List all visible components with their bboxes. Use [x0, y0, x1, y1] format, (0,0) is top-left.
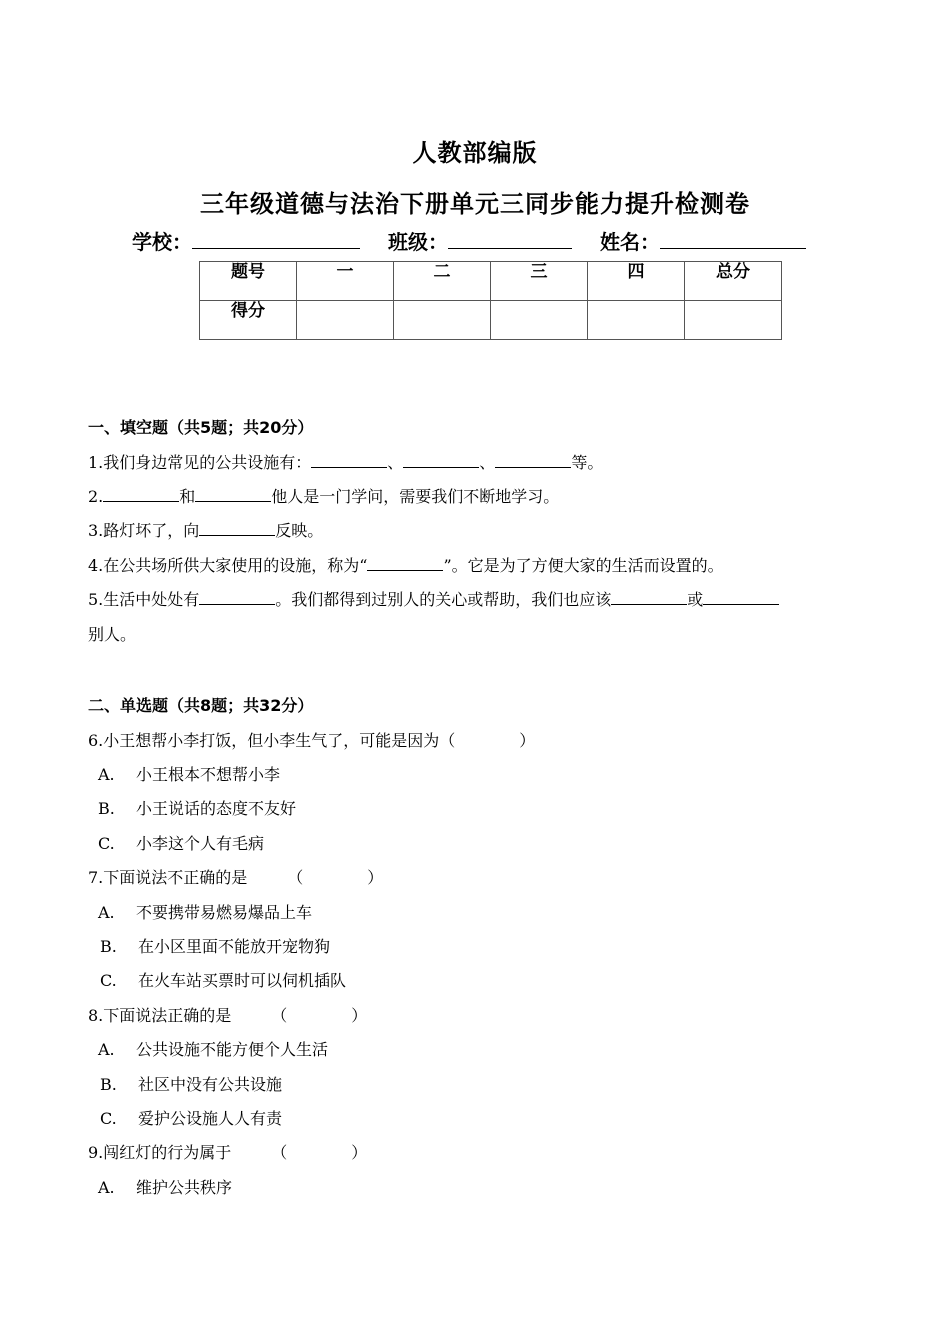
question-2 — [88, 484, 559, 507]
option-text: 维护公共秩序 — [136, 1178, 233, 1197]
question-text: 或 — [687, 590, 704, 609]
question-8-stem: 8.下面说法正确的是 （ ） — [88, 1006, 368, 1025]
question-5 — [88, 587, 779, 610]
question-5-continued: 别人。 — [88, 625, 137, 644]
option-8b[interactable] — [100, 1072, 282, 1095]
answer-blank[interactable] — [103, 487, 179, 502]
option-text: 在小区里面不能放开宠物狗 — [138, 937, 331, 956]
answer-blank[interactable] — [367, 556, 443, 571]
question-text: 5.生活中处处有 — [88, 590, 200, 609]
publisher-title: 人教部编版 — [412, 139, 538, 167]
question-text: 和 — [179, 487, 196, 506]
option-6b[interactable] — [98, 796, 296, 819]
name-input[interactable] — [660, 230, 806, 249]
option-text: 社区中没有公共设施 — [138, 1075, 283, 1094]
question-text: 他人是一门学问，需要我们不断地学习。 — [271, 487, 560, 506]
answer-blank[interactable] — [311, 453, 387, 468]
question-text: 、 — [387, 453, 404, 472]
class-input[interactable] — [448, 230, 572, 249]
score-cell[interactable] — [297, 301, 394, 340]
option-7c[interactable] — [100, 968, 346, 991]
question-9-stem: 9.闯红灯的行为属于 （ ） — [88, 1143, 368, 1162]
option-6a[interactable] — [98, 762, 280, 785]
question-text: 3.路灯坏了，向 — [88, 521, 200, 540]
name-field — [600, 226, 806, 255]
option-text: 爱护公设施人人有责 — [138, 1109, 283, 1128]
score-table-score-row — [200, 301, 782, 340]
question-6-stem: 6.小王想帮小李打饭，但小李生气了，可能是因为（ ） — [88, 731, 536, 750]
answer-blank[interactable] — [403, 453, 479, 468]
header-cell: 四 — [588, 262, 685, 301]
question-text: 4.在公共场所供大家使用的设施，称为“ — [88, 556, 368, 575]
school-input[interactable] — [192, 230, 360, 249]
answer-blank[interactable] — [703, 590, 779, 605]
score-cell[interactable] — [588, 301, 685, 340]
score-table — [199, 261, 782, 340]
option-letter: A. — [98, 1040, 115, 1059]
question-text: 2. — [88, 487, 104, 506]
option-letter: C. — [100, 1109, 117, 1128]
score-cell[interactable] — [491, 301, 588, 340]
header-cell: 总分 — [685, 262, 782, 301]
answer-blank[interactable] — [195, 487, 271, 502]
question-text: ”。它是为了方便大家的生活而设置的。 — [443, 556, 724, 575]
option-9a[interactable] — [98, 1175, 232, 1198]
school-field — [132, 226, 360, 255]
option-letter: B. — [100, 937, 117, 956]
score-cell[interactable] — [685, 301, 782, 340]
question-text: 、 — [479, 453, 496, 472]
score-cell[interactable] — [394, 301, 491, 340]
option-letter: A. — [98, 1178, 115, 1197]
exam-title: 三年级道德与法治下册单元三同步能力提升检测卷 — [200, 190, 750, 218]
score-label-cell: 得分 — [200, 301, 297, 340]
question-7-stem: 7.下面说法不正确的是 （ ） — [88, 868, 384, 887]
option-6c[interactable] — [98, 831, 264, 854]
question-text: 等。 — [571, 453, 604, 472]
question-1 — [88, 450, 603, 473]
option-letter: A. — [98, 765, 115, 784]
question-text: 反映。 — [275, 521, 324, 540]
question-text: 1.我们身边常见的公共设施有： — [88, 453, 312, 472]
option-text: 小王说话的态度不友好 — [136, 799, 297, 818]
option-text: 小王根本不想帮小李 — [136, 765, 281, 784]
school-label: 学校： — [132, 230, 192, 254]
option-8a[interactable] — [98, 1037, 328, 1060]
answer-blank[interactable] — [495, 453, 571, 468]
score-table-header-row — [200, 262, 782, 301]
option-letter: B. — [98, 799, 115, 818]
option-8c[interactable] — [100, 1106, 282, 1129]
option-letter: C. — [100, 971, 117, 990]
option-7b[interactable] — [100, 934, 330, 957]
answer-blank[interactable] — [199, 590, 275, 605]
header-cell: 一 — [297, 262, 394, 301]
question-text: 。我们都得到过别人的关心或帮助，我们也应该 — [275, 590, 612, 609]
answer-blank[interactable] — [611, 590, 687, 605]
question-4 — [88, 553, 724, 576]
option-text: 小李这个人有毛病 — [136, 834, 265, 853]
option-letter: A. — [98, 903, 115, 922]
answer-blank[interactable] — [199, 521, 275, 536]
section-title-fill-blank: 一、填空题（共5题；共20分） — [88, 418, 314, 437]
option-text: 公共设施不能方便个人生活 — [136, 1040, 329, 1059]
header-cell: 题号 — [200, 262, 297, 301]
header-cell: 二 — [394, 262, 491, 301]
section-title-single-choice: 二、单选题（共8题；共32分） — [88, 696, 314, 715]
class-field — [388, 226, 572, 255]
option-letter: C. — [98, 834, 115, 853]
option-text: 在火车站买票时可以伺机插队 — [138, 971, 347, 990]
class-label: 班级： — [388, 230, 448, 254]
option-letter: B. — [100, 1075, 117, 1094]
header-cell: 三 — [491, 262, 588, 301]
option-7a[interactable] — [98, 900, 312, 923]
name-label: 姓名： — [600, 230, 660, 254]
question-3 — [88, 518, 323, 541]
option-text: 不要携带易燃易爆品上车 — [136, 903, 313, 922]
